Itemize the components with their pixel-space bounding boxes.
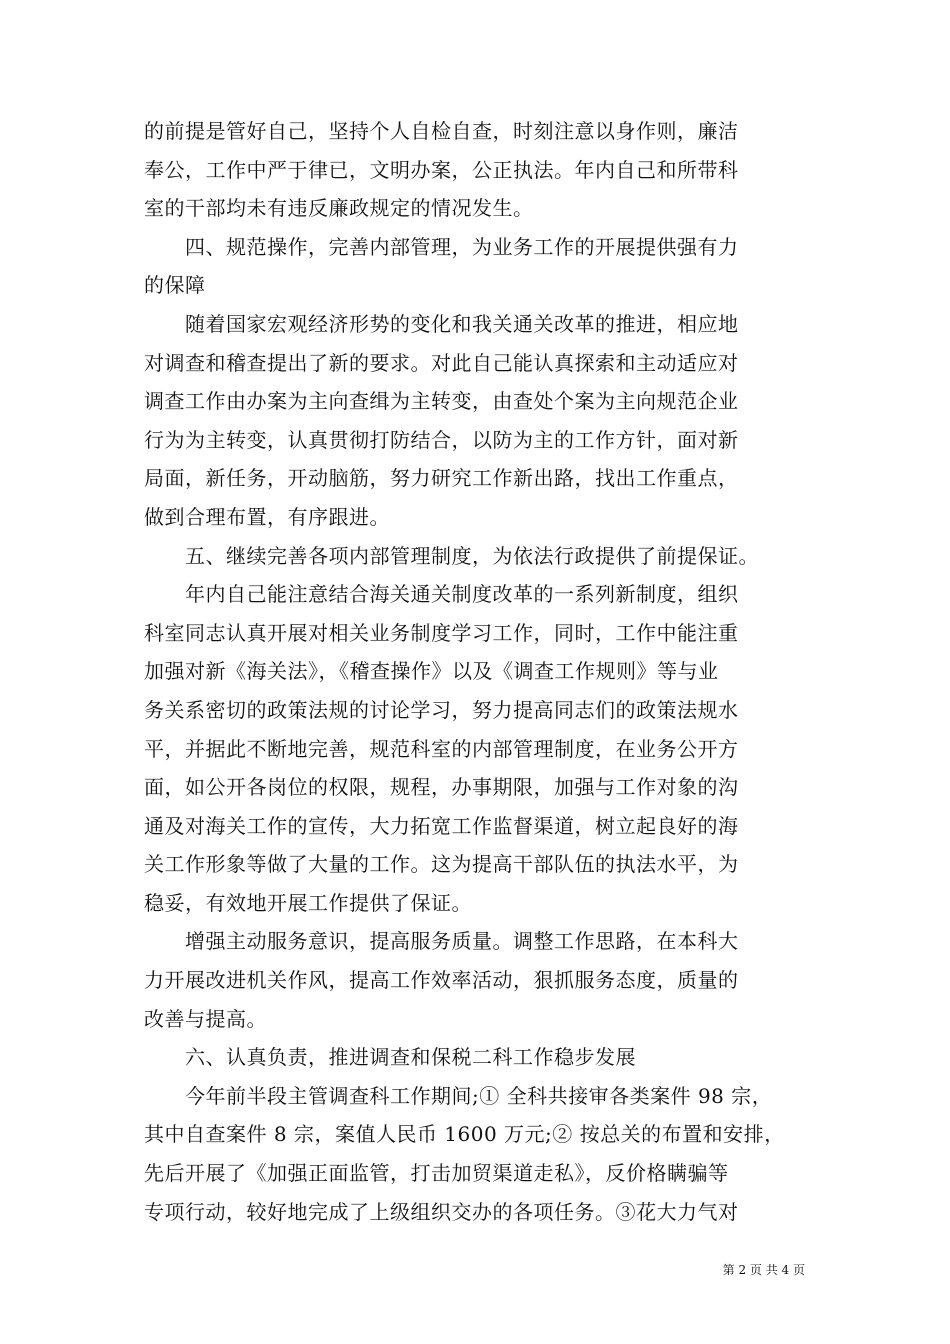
heading-section-4: 四、规范操作，完善内部管理，为业务工作的开展提供强有力 的保障 <box>144 234 739 298</box>
paragraph-3: 年内自己能注意结合海关通关制度改革的一系列新制度，组织 科室同志认真开展对相关业务制度学习工作，同时，工作中能注重 加强对新《海关法》，《稽查操作》以及《调查工作规则》等与业 务关系密切的政策法规的讨论学习，努力提高同志们的政策法规水 平，并据此不断地完善，规范科室的内部管理制度，在业务公开方 面，如公开各岗位的权限，规程，办事期限，加强与工作对象的沟 通及对海关工作的宣传，大力拓宽工作监督渠道，树立起良好的海 关工作形象等做了大量的工作。这为提高干部队伍的执法水平，为 稳妥，有效地开展工作提供了保证。 <box>144 582 739 915</box>
document-body <box>144 112 808 1231</box>
paragraph-5: 今年前半段主管调查科工作期间;① 全科共接审各类案件 98 宗， 其中自查案件 8 宗，案值人民币 1600 万元;② 按总关的布置和安排， 先后开展了《加强正面监管，打击加贸渠道走私》，反价格瞒骗等 专项行动，较好地完成了上级组织交办的各项任务。③花大力气对 <box>144 1083 785 1224</box>
page-footer: 第 2 页 共 4 页 <box>722 1263 805 1277</box>
paragraph-4: 增强主动服务意识，提高服务质量。调整工作思路，在本科大 力开展改进机关作风，提高工作效率活动，狠抓服务态度，质量的 改善与提高。 <box>144 929 739 1031</box>
heading-section-5: 五、继续完善各项内部管理制度，为依法行政提供了前提保证。 <box>144 543 759 568</box>
heading-section-6: 六、认真负责，推进调查和保税二科工作稳步发展 <box>144 1045 636 1070</box>
paragraph-2: 随着国家宏观经济形势的变化和我关通关改革的推进，相应地 对调查和稽查提出了新的要求。对此自己能认真探索和主动适应对 调查工作由办案为主向查缉为主转变，由查处个案为主向规范企业 行为为主转变，认真贯彻打防结合，以防为主的工作方针，面对新 局面，新任务，开动脑筋，努力研究工作新出路，找出工作重点， 做到合理布置，有序跟进。 <box>144 311 739 529</box>
paragraph-1: 的前提是管好自己，坚持个人自检自查，时刻注意以身作则，廉洁 奉公，工作中严于律已，文明办案，公正执法。年内自己和所带科 室的干部均未有违反廉政规定的情况发生。 <box>144 119 739 221</box>
